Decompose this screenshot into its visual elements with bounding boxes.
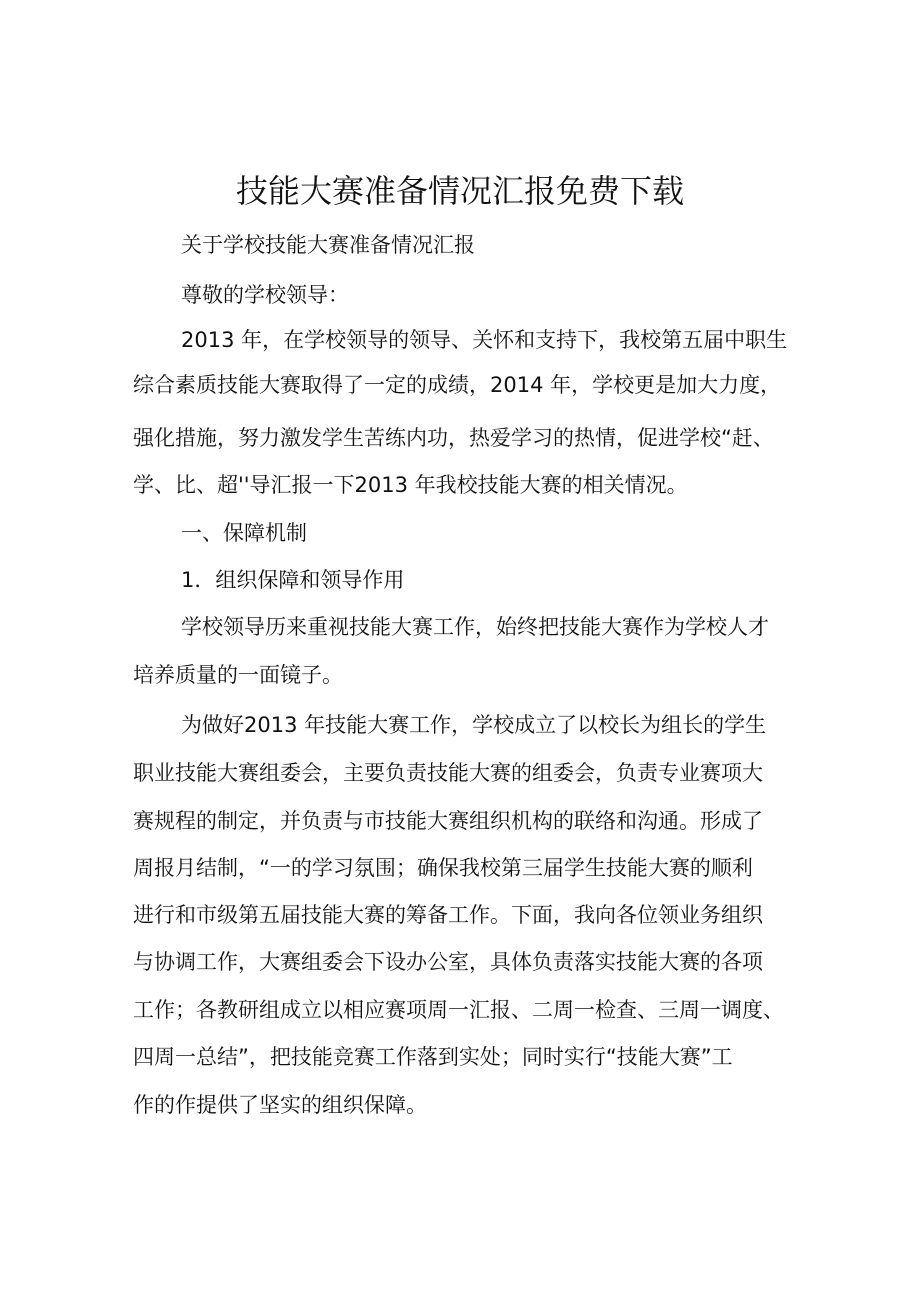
- paragraph-line: 作的作提供了坚实的组织保障。: [133, 1093, 427, 1117]
- paragraph-line: 综合素质技能大赛取得了一定的成绩，2014 年，学校更是加大力度，: [133, 373, 782, 397]
- paragraph-line: 赛规程的制定，并负责与市技能大赛组织机构的联络和沟通。形成了: [133, 809, 763, 833]
- paragraph-line: 培养质量的一面镜子。: [133, 663, 343, 687]
- paragraph-line: 职业技能大赛组委会，主要负责技能大赛的组委会，负责专业赛项大: [133, 761, 763, 785]
- subtitle-line: 关于学校技能大赛准备情况汇报: [181, 233, 475, 257]
- paragraph-line: 与协调工作，大赛组委会下设办公室，具体负责落实技能大赛的各项: [133, 950, 763, 974]
- document-title: 技能大赛准备情况汇报免费下载: [235, 172, 684, 210]
- section-heading: 一、保障机制: [181, 521, 307, 545]
- subsection-heading: 1．组织保障和领导作用: [181, 568, 405, 592]
- paragraph-line: 学校领导历来重视技能大赛工作，始终把技能大赛作为学校人才: [181, 615, 769, 639]
- paragraph-line: 进行和市级第五届技能大赛的筹备工作。下面，我向各位领业务组织: [133, 903, 763, 927]
- paragraph-line: 2013 年，在学校领导的领导、关怀和支持下，我校第五届中职生: [181, 328, 788, 352]
- paragraph-line: 四周一总结”，把技能竞赛工作落到实处；同时实行“技能大赛”工: [133, 1045, 733, 1069]
- salutation-line: 尊敬的学校领导：: [181, 283, 349, 307]
- paragraph-line: 工作；各教研组成立以相应赛项周一汇报、二周一检查、三周一调度、: [133, 998, 784, 1022]
- paragraph-line: 学、比、超''导汇报一下2013 年我校技能大赛的相关情况。: [133, 473, 688, 497]
- paragraph-line: 强化措施，努力激发学生苦练内功，热爱学习的热情，促进学校“赶、: [133, 426, 774, 450]
- paragraph-line: 为做好2013 年技能大赛工作，学校成立了以校长为组长的学生: [181, 713, 767, 737]
- paragraph-line: 周报月结制，“一的学习氛围；确保我校第三届学生技能大赛的顺利: [133, 856, 753, 880]
